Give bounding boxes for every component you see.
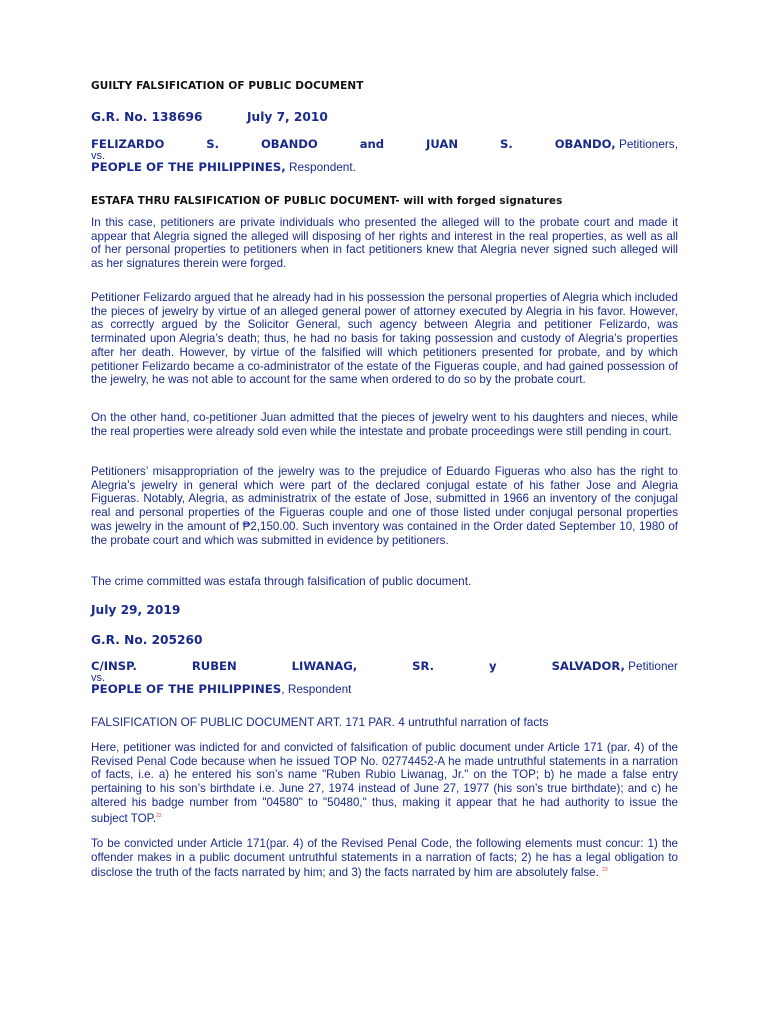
case2-respondent: PEOPLE OF THE PHILIPPINES: [91, 682, 282, 696]
case2-date: July 29, 2019: [91, 603, 181, 617]
case2-pet-word: y: [489, 659, 497, 673]
case1-paragraph-3: On the other hand, co-petitioner Juan admitted that the pieces of jewelry went to his daughters and nieces, while the real properties were already sold even while the intestate and probate proceedings were still pending in court.: [91, 411, 678, 438]
case1-pet-word: JUAN: [426, 137, 459, 151]
case2-paragraph-2-text: To be convicted under Article 171(par. 4) of the Revised Penal Code, the following elements must concur: 1) the offender makes in a public document untruthful statements in a narration of facts; 2) he has a legal obligation to disclose the truth of the facts narrated by him; and 3) the facts narrated by him are absolutely false.: [91, 837, 678, 880]
case2-pet-word: RUBEN: [191, 659, 237, 673]
case2-pet-word: SR.: [412, 659, 435, 673]
case1-topic: ESTAFA THRU FALSIFICATION OF PUBLIC DOCUMENT- will with forged signatures: [91, 195, 563, 207]
case2-paragraph-1: [91, 741, 678, 825]
case1-paragraph-4: Petitioners’ misappropriation of the jewelry was to the prejudice of Eduardo Figueras who also has the right to Alegria’s jewelry in general which were part of the declared conjugal estate of his father Jose and Alegria Figueras. Notably, Alegria, as administratrix of the estate of Jose, submitted in 1966 an inventory of the conjugal real and personal properties of the Figueras couple and one of those listed under conjugal personal properties was jewelry in the amount of ₱2,150.00. Such inventory was contained in the Order dated September 10, 1980 of the probate court and which was submitted in evidence by petitioners.: [91, 465, 678, 547]
case1-pet-word: FELIZARDO: [91, 137, 165, 151]
case1-pet-word: OBANDO: [260, 137, 318, 151]
case2-pet-last: SALVADOR,: [551, 659, 625, 673]
case1-paragraph-2: Petitioner Felizardo argued that he already had in his possession the personal properties of Alegria which included the pieces of jewelry by virtue of an alleged general power of attorney executed by Alegria in his favor. However, as correctly argued by the Solicitor General, such agency between Alegria and petitioner Felizardo, was terminated upon Alegria’s death; thus, he had no basis for taking possession and custody of Alegria’s properties after her death. However, by virtue of the falsified will which petitioners presented for probate, and by which petitioner Felizardo became a co-administrator of the estate of the Figueras couple, and had gained possession of the jewelry, he was not able to account for the same when ordered to do so by the probate court.: [91, 291, 678, 387]
case1-conclusion: The crime committed was estafa through falsification of public document.: [91, 574, 472, 588]
case2-vs: vs.: [91, 672, 106, 684]
case1-pet-word: S.: [500, 137, 513, 151]
case2-respondent-line: [91, 683, 678, 696]
case2-pet-role: Petitioner: [624, 659, 678, 673]
case2-pet-end: [552, 660, 678, 673]
footnote-marker[interactable]: 23: [602, 867, 608, 874]
case2-pet-word: C/INSP.: [91, 659, 137, 673]
case1-pet-last: OBANDO,: [554, 137, 616, 151]
case2-parties: [91, 660, 678, 696]
case2-petitioner-line: [91, 660, 678, 673]
footnote-marker[interactable]: 22: [156, 812, 162, 819]
case1-date: July 7, 2010: [247, 110, 328, 124]
case1-petitioners-line: [91, 138, 678, 151]
case2-paragraph-2: [91, 837, 678, 880]
case1-gr-line: [91, 110, 328, 124]
case1-resp-role: Respondent.: [285, 160, 356, 174]
case1-parties: [91, 138, 678, 174]
case1-paragraph-1: In this case, petitioners are private individuals who presented the alleged will to the probate court and made it appear that Alegria signed the alleged will disposing of her rights and interest in the real properties, as well as all of her personal properties to petitioners when in fact petitioners knew that Alegria never signed such alleged will as her signatures therein were forged.: [91, 216, 678, 271]
case2-pet-word: LIWANAG,: [291, 659, 358, 673]
case1-pet-word: S.: [206, 137, 220, 151]
case2-gr-number: G.R. No. 205260: [91, 633, 203, 647]
case1-vs: vs.: [91, 150, 106, 162]
case2-paragraph-1-text: Here, petitioner was indicted for and convicted of falsification of public document under Article 171 (par. 4) of the Revised Penal Code because when he issued TOP No. 02774452-A he made untruthful statements in a narration of facts, i.e. a) he entered his son’s name "Ruben Rubio Liwanag, Jr." on the TOP; b) he made a false entry pertaining to his son’s birthdate i.e. June 27, 1974 instead of June 27, 1977 (his son’s true birthdate); and c) he altered his badge number from "04580" to "50480," thus, making it appear that he had authority to issue the subject TOP.: [91, 741, 678, 825]
case1-pet-end: [555, 138, 678, 151]
case1-heading: GUILTY FALSIFICATION OF PUBLIC DOCUMENT: [91, 80, 364, 92]
case1-gr-number: G.R. No. 138696: [91, 110, 203, 124]
case2-topic: FALSIFICATION OF PUBLIC DOCUMENT ART. 171 PAR. 4 untruthful narration of facts: [91, 715, 549, 729]
case1-respondent: PEOPLE OF THE PHILIPPINES,: [91, 160, 286, 174]
case1-pet-role: Petitioners,: [615, 137, 678, 151]
case1-respondent-line: [91, 161, 678, 174]
case1-pet-word: and: [359, 137, 385, 151]
case2-resp-role: , Respondent: [281, 682, 352, 696]
